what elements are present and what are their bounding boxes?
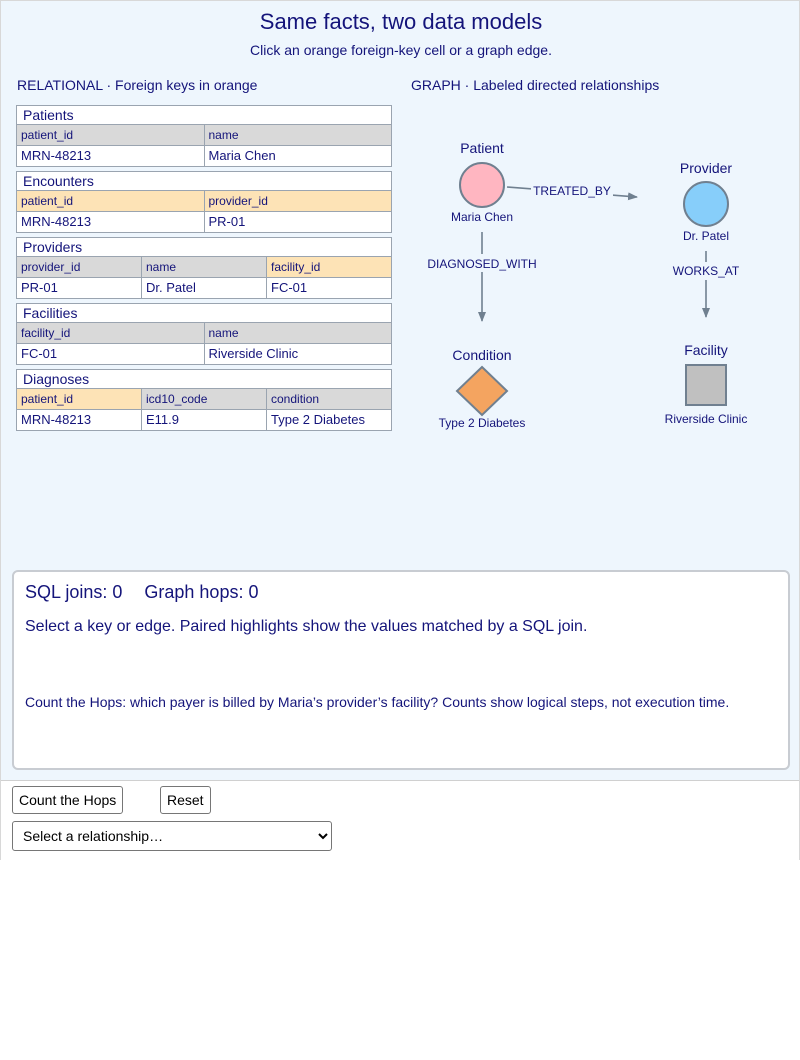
sql-joins-count: SQL joins: 0 bbox=[25, 582, 123, 602]
challenge-note: Count the Hops: which payer is billed by Maria’s provider’s facility? Counts show logical steps, not execution time. bbox=[25, 694, 730, 710]
table-row bbox=[17, 145, 391, 166]
table-cell: MRN-48213 bbox=[17, 146, 204, 166]
node-patient[interactable] bbox=[451, 140, 513, 224]
node-name-label: Maria Chen bbox=[450, 210, 514, 224]
graph-label: GRAPH · Labeled directed relationships bbox=[411, 77, 660, 93]
column-header: patient_id bbox=[17, 125, 204, 145]
facilities-table bbox=[16, 303, 392, 365]
graph-canvas bbox=[401, 101, 791, 441]
column-header: name bbox=[204, 125, 392, 145]
reset-button[interactable]: Reset bbox=[160, 786, 211, 814]
edge-label-diagnosed-with: DIAGNOSED_WITH bbox=[427, 257, 537, 271]
relationship-select[interactable] bbox=[12, 821, 332, 851]
column-header: provider_id bbox=[17, 257, 141, 277]
node-name-label: Dr. Patel bbox=[682, 229, 730, 243]
header-row bbox=[17, 323, 391, 343]
patients-table bbox=[16, 105, 392, 167]
column-header: condition bbox=[266, 389, 391, 409]
table-cell: Dr. Patel bbox=[141, 278, 266, 298]
node-name-label: Type 2 Diabetes bbox=[438, 416, 526, 430]
table-cell: PR-01 bbox=[204, 212, 392, 232]
provider-node-shape bbox=[684, 182, 728, 226]
table-row bbox=[17, 409, 391, 430]
edge-label-treated-by: TREATED_BY bbox=[533, 184, 611, 198]
fk-header-facility-id[interactable]: facility_id bbox=[266, 257, 391, 277]
table-cell: Type 2 Diabetes bbox=[266, 410, 391, 430]
diagnoses-table bbox=[16, 369, 392, 431]
table-cell: Riverside Clinic bbox=[204, 344, 392, 364]
header-row bbox=[17, 257, 391, 277]
node-name-label: Riverside Clinic bbox=[664, 412, 748, 426]
count-hops-button[interactable]: Count the Hops bbox=[12, 786, 123, 814]
fk-header-patient-id[interactable]: patient_id bbox=[17, 191, 204, 211]
patient-node-shape bbox=[460, 163, 504, 207]
node-type-label: Facility bbox=[684, 342, 728, 358]
table-name: Providers bbox=[17, 238, 391, 257]
node-type-label: Condition bbox=[452, 347, 512, 363]
table-name: Facilities bbox=[17, 304, 391, 323]
table-name: Encounters bbox=[17, 172, 391, 191]
facility-node-shape bbox=[686, 365, 726, 405]
graph-hops-count: Graph hops: 0 bbox=[144, 582, 259, 602]
page-subtitle: Click an orange foreign-key cell or a graph edge. bbox=[250, 42, 552, 58]
table-cell: MRN-48213 bbox=[17, 212, 204, 232]
page-title: Same facts, two data models bbox=[259, 9, 543, 34]
node-provider[interactable] bbox=[680, 160, 732, 243]
edge-works-at[interactable] bbox=[669, 251, 743, 317]
table-row bbox=[17, 343, 391, 364]
column-header: icd10_code bbox=[141, 389, 266, 409]
node-facility[interactable] bbox=[665, 342, 748, 426]
condition-node-shape bbox=[457, 367, 507, 415]
table-cell: PR-01 bbox=[17, 278, 141, 298]
header-row bbox=[17, 125, 391, 145]
fk-header-provider-id[interactable]: provider_id bbox=[204, 191, 392, 211]
controls-bar bbox=[1, 780, 799, 860]
table-cell: Maria Chen bbox=[204, 146, 392, 166]
table-row bbox=[17, 277, 391, 298]
status-panel bbox=[12, 570, 790, 770]
table-row bbox=[17, 211, 391, 232]
table-cell: MRN-48213 bbox=[17, 410, 141, 430]
edge-treated-by[interactable] bbox=[507, 181, 637, 199]
header-row bbox=[17, 389, 391, 409]
table-name: Patients bbox=[17, 106, 391, 125]
edge-label-works-at: WORKS_AT bbox=[672, 264, 740, 278]
edge-diagnosed-with[interactable] bbox=[425, 232, 539, 321]
providers-table bbox=[16, 237, 392, 299]
relational-label: RELATIONAL · Foreign keys in orange bbox=[17, 77, 258, 93]
encounters-table bbox=[16, 171, 392, 233]
table-cell: E11.9 bbox=[141, 410, 266, 430]
node-type-label: Provider bbox=[679, 160, 733, 176]
fk-header-patient-id[interactable]: patient_id bbox=[17, 389, 141, 409]
status-message: Select a key or edge. Paired highlights show the values matched by a SQL join. bbox=[25, 618, 588, 635]
column-header: name bbox=[141, 257, 266, 277]
column-header: facility_id bbox=[17, 323, 204, 343]
counters bbox=[25, 582, 258, 603]
column-header: name bbox=[204, 323, 392, 343]
table-cell: FC-01 bbox=[266, 278, 391, 298]
table-cell: FC-01 bbox=[17, 344, 204, 364]
table-name: Diagnoses bbox=[17, 370, 391, 389]
header-row bbox=[17, 191, 391, 211]
node-type-label: Patient bbox=[460, 140, 504, 156]
node-condition[interactable] bbox=[439, 347, 526, 430]
